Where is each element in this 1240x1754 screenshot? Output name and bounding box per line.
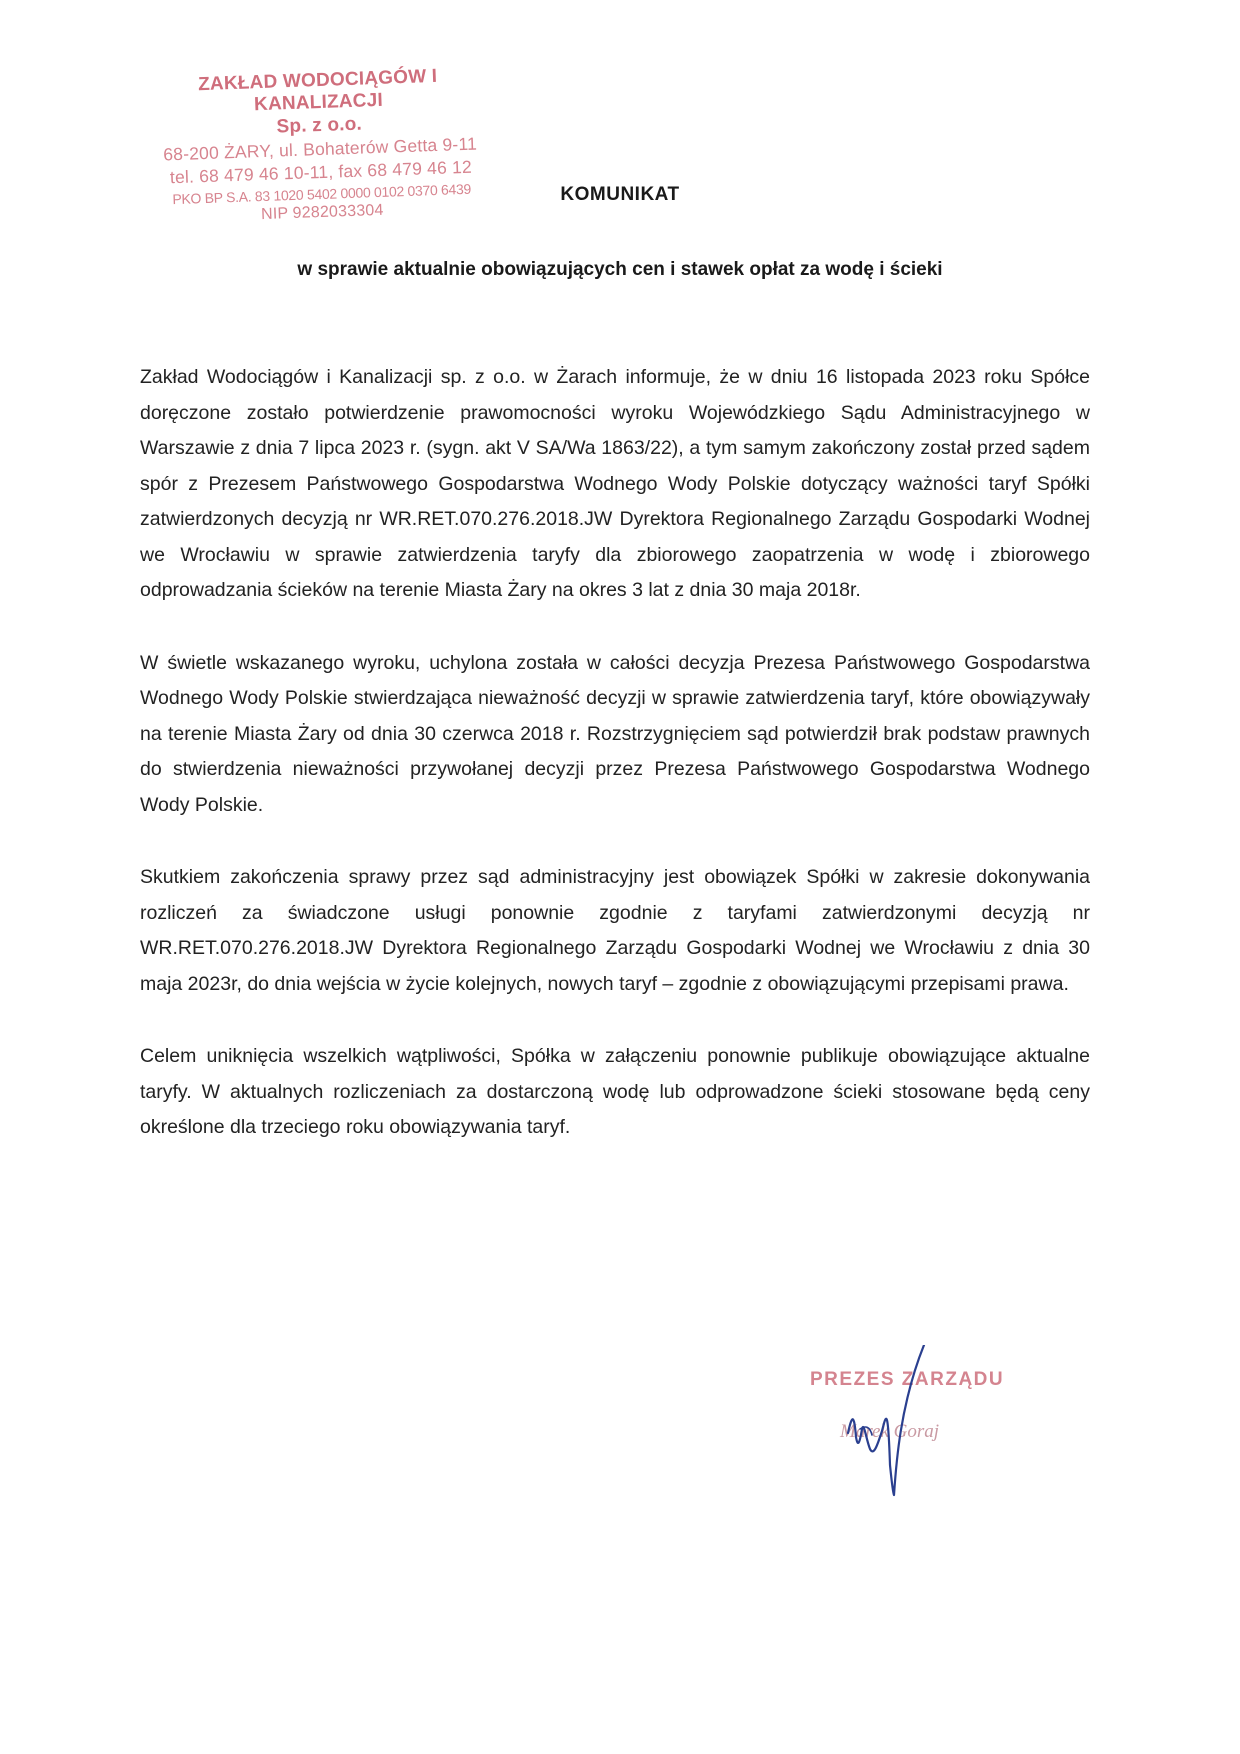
signature-block <box>800 1345 1020 1505</box>
stamp-legal-form: Sp. z o.o. <box>276 113 363 138</box>
stamp-nip: NIP 9282033304 <box>260 201 384 224</box>
stamp-bank-account: PKO BP S.A. 83 1020 5402 0000 0102 0370 6439 <box>172 180 472 208</box>
paragraph-2: W świetle wskazanego wyroku, uchylona została w całości decyzja Prezesa Państwowego Gospodarstwa Wodnego Wody Polskie stwierdzająca nieważność decyzji w sprawie zatwierdzenia taryf, które obowiązywały na terenie Miasta Żary od dnia 30 czerwca 2018 r. Rozstrzygnięciem sąd potwierdził brak podstaw prawnych do stwierdzenia nieważności przywołanej decyzji przez Prezesa Państwowego Gospodarstwa Wodnego Wody Polskie. <box>140 651 1090 816</box>
document-title: KOMUNIKAT <box>560 184 680 205</box>
signature-name-stamp: Marek Goraj <box>840 1421 940 1442</box>
paragraph-4: Celem uniknięcia wszelkich wątpliwości, Spółka w załączeniu ponownie publikuje obowiązujące aktualne taryfy. W aktualnych rozliczeniach za dostarczoną wodę lub odprowadzone ścieki stosowane będą ceny określone dla trzeciego roku obowiązywania taryf. <box>140 1045 1090 1138</box>
paragraph-3: Skutkiem zakończenia sprawy przez sąd administracyjny jest obowiązek Spółki w zakresie dokonywania rozliczeń za świadczone usługi ponownie zgodnie z taryfami zatwierdzonymi decyzją nr WR.RET.070.276.2018.JW Dyrektora Regionalnego Zarządu Gospodarki Wodnej we Wrocławiu z dnia 30 maja 2023r, do dnia wejścia w życie kolejnych, nowych taryf – zgodnie z obowiązującymi przepisami prawa. <box>140 866 1090 995</box>
document-body <box>140 360 1090 1183</box>
signature-title-stamp: PREZES ZARZĄDU <box>810 1369 1005 1390</box>
stamp-company-name: ZAKŁAD WODOCIĄGÓW I KANALIZACJI <box>197 65 438 116</box>
handwritten-signature <box>800 1345 1020 1505</box>
paragraph-1: Zakład Wodociągów i Kanalizacji sp. z o.o. w Żarach informuje, że w dniu 16 listopada 2023 roku Spółce doręczone zostało potwierdzenie prawomocności wyroku Wojewódzkiego Sądu Administracyjnego w Warszawie z dnia 7 lipca 2023 r. (sygn. akt V SA/Wa 1863/22), a tym samym zakończony został przed sądem spór z Prezesem Państwowego Gospodarstwa Wodnego Wody Polskie dotyczący ważności taryf Spółki zatwierdzonych decyzją nr WR.RET.070.276.2018.JW Dyrektora Regionalnego Zarządu Gospodarki Wodnej we Wrocławiu w sprawie zatwierdzenia taryfy dla zbiorowego zaopatrzenia w wodę i zbiorowego odprowadzania ścieków na terenie Miasta Żary na okres 3 lat z dnia 30 maja 2018r. <box>140 366 1090 601</box>
stamp-phone-fax: tel. 68 479 46 10-11, fax 68 479 46 12 <box>169 156 473 188</box>
document-subtitle: w sprawie aktualnie obowiązujących cen i stawek opłat za wodę i ścieki <box>297 259 943 280</box>
stamp-address: 68-200 ŻARY, ul. Bohaterów Getta 9-11 <box>162 133 478 165</box>
